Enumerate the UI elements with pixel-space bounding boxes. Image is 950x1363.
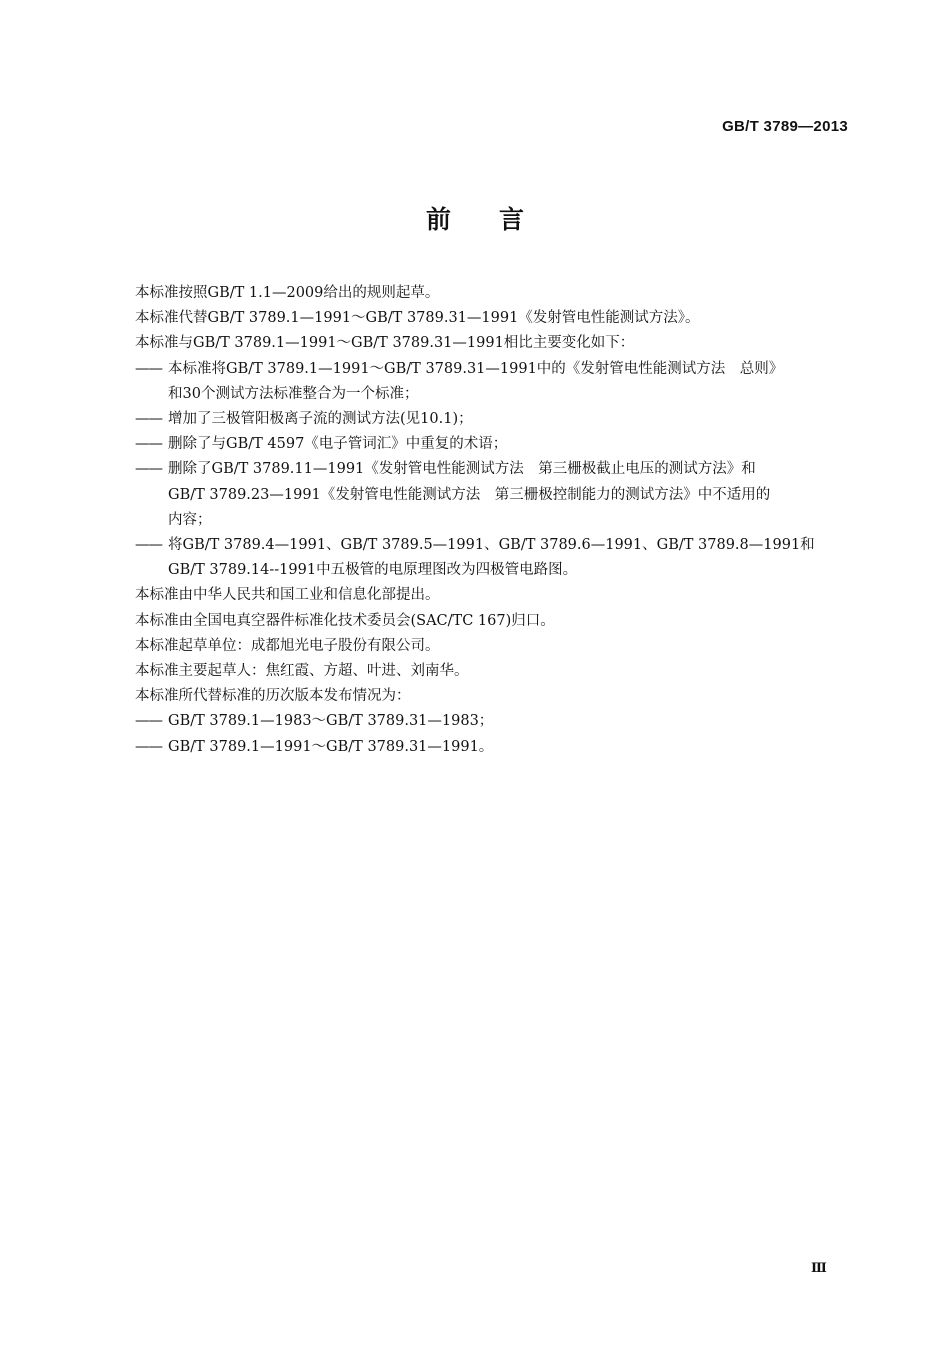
change-item-continuation: 和30个测试方法标准整合为一个标准； (168, 385, 419, 402)
paragraph: 本标准代替GB/T 3789.1—1991～GB/T 3789.31—1991《发射管电性能测试方法》。 (135, 310, 700, 327)
change-item-continuation: GB/T 3789.14--1991中五极管的电原理图改为四极管电路图。 (168, 562, 578, 579)
dash-marker: —— (135, 738, 162, 755)
change-item (135, 407, 851, 432)
foreword-body (135, 281, 851, 760)
change-item-text: 本标准将GB/T 3789.1—1991～GB/T 3789.31—1991中的《发射管电性能测试方法 总则》 (168, 360, 784, 377)
change-item-continuation: GB/T 3789.23—1991《发射管电性能测试方法 第三栅极控制能力的测试方法》中不适用的 (168, 486, 771, 503)
dash-marker: —— (135, 436, 162, 453)
page-number: Ⅲ (811, 1261, 827, 1276)
change-item (135, 432, 851, 457)
page-title: 前言 (425, 205, 572, 234)
dash-marker: —— (135, 411, 162, 428)
change-item (135, 457, 851, 482)
paragraph: 本标准与GB/T 3789.1—1991～GB/T 3789.31—1991相比主要变化如下： (135, 335, 635, 352)
change-item-text: 增加了三极管阳极离子流的测试方法(见10.1)； (168, 411, 473, 428)
dash-marker: —— (135, 360, 162, 377)
change-item (135, 533, 851, 558)
paragraph: 本标准按照GB/T 1.1—2009给出的规则起草。 (135, 285, 440, 301)
paragraph: 本标准由全国电真空器件标准化技术委员会(SAC/TC 167)归口。 (135, 612, 555, 629)
history-item-text: GB/T 3789.1—1991～GB/T 3789.31—1991。 (168, 738, 494, 755)
paragraph: 本标准所代替标准的历次版本发布情况为： (135, 688, 411, 705)
paragraph: 本标准起草单位：成都旭光电子股份有限公司。 (135, 637, 440, 654)
paragraph: 本标准主要起草人：焦红霞、方超、叶进、刘南华。 (135, 663, 469, 680)
change-item-text: 删除了GB/T 3789.11—1991《发射管电性能测试方法 第三栅极截止电压的测试方法》和 (168, 461, 756, 478)
paragraph: 本标准由中华人民共和国工业和信息化部提出。 (135, 587, 440, 604)
dash-marker: —— (135, 537, 162, 554)
change-item-continuation: 内容； (168, 511, 212, 528)
change-item-text: 删除了与GB/T 4597《电子管词汇》中重复的术语； (168, 436, 508, 453)
history-item-text: GB/T 3789.1—1983～GB/T 3789.31—1983； (168, 713, 494, 730)
dash-marker: —— (135, 461, 162, 478)
history-item (135, 735, 851, 760)
history-item (135, 709, 851, 734)
change-item (135, 357, 851, 382)
dash-marker: —— (135, 713, 162, 730)
standard-code-header: GB/T 3789—2013 (722, 118, 848, 135)
change-item-text: 将GB/T 3789.4—1991、GB/T 3789.5—1991、GB/T 3789.6—1991、GB/T 3789.8—1991和 (168, 537, 815, 554)
